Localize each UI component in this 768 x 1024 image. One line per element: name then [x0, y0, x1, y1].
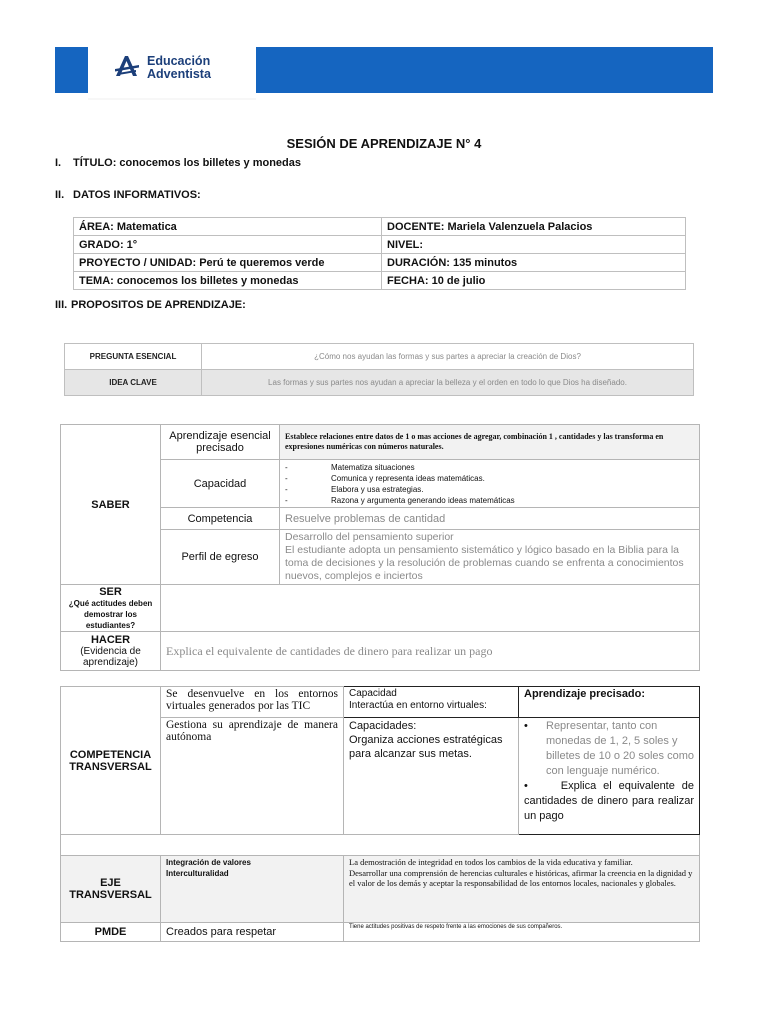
- eje-text-1: La demostración de integridad en todos los cambios de la vida educativa y familiar.: [349, 857, 633, 867]
- purpose-table: [64, 343, 694, 396]
- logo-text: [147, 55, 211, 81]
- competencia-table: [60, 686, 700, 942]
- pregunta-text: ¿Cómo nos ayudan las formas y sus partes a apreciar la creación de Dios?: [202, 344, 694, 370]
- capacidad-text: Interactúa en entorno virtuales:: [349, 700, 487, 711]
- table-row: [61, 585, 700, 632]
- table-row: [61, 856, 700, 923]
- list-item: - Elabora y usa estrategias.: [285, 484, 424, 494]
- valores-cell: [161, 856, 344, 923]
- logo: [88, 40, 256, 98]
- section-number: III.: [55, 299, 68, 311]
- table-row: [74, 272, 686, 290]
- list-item: [524, 719, 694, 779]
- eje-text-2: Desarrollar una comprensión de herencias culturales e históricas, afirmar la creencia en la dignidad y el valor de los demás y aceptar la responsabilidad de los entornos locales, nacionales y globales.: [349, 867, 693, 888]
- info-cell: TEMA: conocemos los billetes y monedas: [74, 272, 382, 290]
- capacidades-text: Organiza acciones estratégicas para alcanzar sus metas.: [349, 734, 503, 760]
- info-cell: DURACIÓN: 135 minutos: [382, 254, 686, 272]
- ser-label: SER: [99, 585, 122, 598]
- page-title: SESIÓN DE APRENDIZAJE N° 4: [286, 136, 482, 151]
- hacer-text: Explica el equivalente de cantidades de dinero para realizar un pago: [161, 632, 700, 671]
- list-item-text: Comunica y representa ideas matemáticas.: [331, 473, 485, 483]
- perfil-text: El estudiante adopta un pensamiento sistemático y lógico basado en la Biblia para la toma de decisiones y la resolución de problemas cuando se enfrenta a conocimientos nuevos, complejos e inciertos: [285, 544, 684, 582]
- section-propositos: [55, 299, 246, 311]
- aprendizaje-precisado-cell: [519, 718, 700, 835]
- gestiona-text: Gestiona su aprendizaje de manera autónoma: [161, 718, 344, 835]
- logo-line-1: Educación: [147, 54, 211, 68]
- perfil-cell: [280, 530, 700, 585]
- aprendizaje-header: Aprendizaje precisado:: [519, 687, 700, 718]
- info-table: [73, 217, 686, 290]
- eje-label: EJE TRANSVERSAL: [61, 856, 161, 923]
- ser-sub: ¿Qué actitudes deben demostrar los estudiantes?: [68, 598, 153, 630]
- hacer-sub: (Evidencia de aprendizaje): [80, 646, 141, 668]
- info-cell: ÁREA: Matematica: [74, 218, 382, 236]
- competencia-label: Competencia: [161, 508, 280, 530]
- capacidades-cell: [344, 718, 519, 835]
- perfil-title: Desarrollo del pensamiento superior: [285, 531, 454, 543]
- valores-1: Integración de valores: [166, 858, 251, 867]
- section-number: I.: [55, 157, 62, 169]
- logo-line-2: Adventista: [147, 67, 211, 81]
- bullet-icon: •: [524, 720, 528, 732]
- saber-table: [60, 424, 700, 671]
- table-row: [74, 236, 686, 254]
- capacidades-title: Capacidades:: [349, 720, 417, 732]
- bullet-text: Explica el equivalente de cantidades de dinero para realizar un pago: [524, 780, 694, 822]
- pmde-text: Creados para respetar: [161, 923, 344, 942]
- table-row: [74, 218, 686, 236]
- adventist-logo-icon: [114, 54, 140, 78]
- competencia-transversal-label: COMPETENCIA TRANSVERSAL: [61, 687, 161, 835]
- info-cell: PROYECTO / UNIDAD: Perú te queremos verde: [74, 254, 382, 272]
- table-row: [61, 835, 700, 856]
- table-row: [74, 254, 686, 272]
- ser-content: [161, 585, 700, 632]
- table-row: [61, 687, 700, 718]
- entorno-text: Se desenvuelve en los entornos virtuales generados por las TIC: [161, 687, 344, 718]
- idea-label: IDEA CLAVE: [65, 370, 202, 396]
- table-row: [61, 425, 700, 460]
- info-cell: NIVEL:: [382, 236, 686, 254]
- competencia-text: Resuelve problemas de cantidad: [280, 508, 700, 530]
- pregunta-label: PREGUNTA ESENCIAL: [65, 344, 202, 370]
- list-item-text: Razona y argumenta generando ideas matemáticas: [331, 495, 515, 505]
- info-cell: DOCENTE: Mariela Valenzuela Palacios: [382, 218, 686, 236]
- info-cell: GRADO: 1°: [74, 236, 382, 254]
- table-row: [65, 344, 694, 370]
- capacidad-list: [280, 460, 700, 508]
- list-item: - Comunica y representa ideas matemáticas.: [285, 473, 485, 483]
- aprendizaje-text: Establece relaciones entre datos de 1 o mas acciones de agregar, combinación 1 , cantidades y las transforma en expresiones numéricas con números naturales.: [280, 425, 700, 460]
- capacidad-cell: [344, 687, 519, 718]
- section-text: TÍTULO: conocemos los billetes y monedas: [73, 157, 301, 169]
- list-item: - Razona y argumenta generando ideas matemáticas: [285, 495, 515, 505]
- table-row: [61, 923, 700, 942]
- pmde-detail: Tiene actitudes positivas de respeto frente a las emociones de sus compañeros.: [344, 923, 700, 942]
- list-item-text: Matematiza situaciones: [331, 462, 415, 472]
- info-cell: FECHA: 10 de julio: [382, 272, 686, 290]
- section-text: DATOS INFORMATIVOS:: [73, 189, 201, 201]
- valores-2: Interculturalidad: [166, 869, 229, 878]
- pmde-label: PMDE: [61, 923, 161, 942]
- aprendizaje-label: Aprendizaje esencial precisado: [161, 425, 280, 460]
- section-datos: [55, 189, 201, 201]
- hacer-cell: [61, 632, 161, 671]
- list-item: - Matematiza situaciones: [285, 462, 415, 472]
- section-titulo: [55, 157, 301, 169]
- list-item-text: Elabora y usa estrategias.: [331, 484, 424, 494]
- perfil-label: Perfil de egreso: [161, 530, 280, 585]
- bullet-icon: •: [524, 780, 528, 792]
- capacidad-title: Capacidad: [349, 688, 397, 699]
- list-item: [524, 779, 694, 824]
- section-text: PROPOSITOS DE APRENDIZAJE:: [71, 299, 246, 311]
- ser-cell: [61, 585, 161, 632]
- spacer-row: [61, 835, 700, 856]
- saber-label: SABER: [61, 425, 161, 585]
- hacer-label: HACER: [90, 634, 131, 646]
- table-row: [61, 632, 700, 671]
- section-number: II.: [55, 189, 65, 201]
- table-row: [65, 370, 694, 396]
- idea-text: Las formas y sus partes nos ayudan a apreciar la belleza y el orden en todo lo que Dios ha diseñado.: [202, 370, 694, 396]
- capacidad-label: Capacidad: [161, 460, 280, 508]
- bullet-text: Representar, tanto con monedas de 1, 2, 5 soles y billetes de 10 o 20 soles como con lenguaje numérico.: [546, 720, 694, 777]
- eje-text-cell: [344, 856, 700, 923]
